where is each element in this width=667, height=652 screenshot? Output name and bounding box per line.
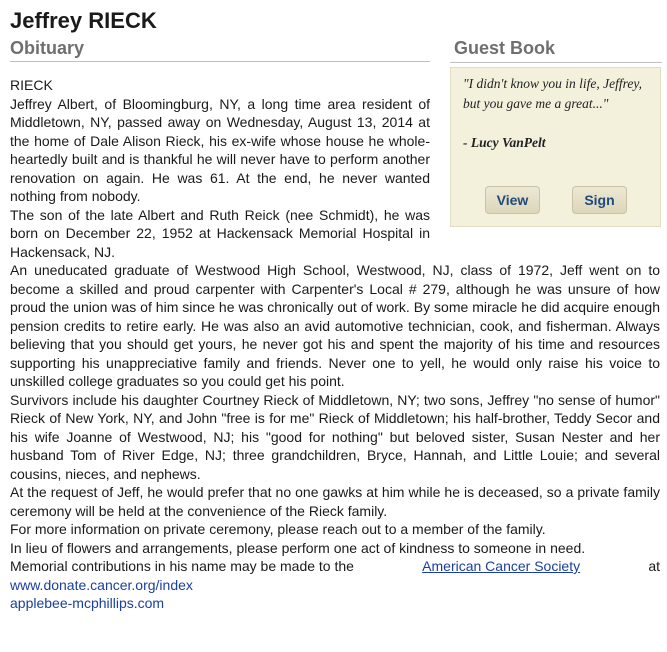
view-guest-book-button[interactable]: View bbox=[485, 186, 540, 214]
guest-book-quote: "I didn't know you in life, Jeffrey, but you gave me a great..." bbox=[463, 76, 643, 111]
obituary-paragraph-2: The son of the late Albert and Ruth Reick (nee Schmidt), he was born on December 22, 1952 at Hackensack Memorial Hospital in Hackensack, NJ. bbox=[10, 206, 430, 260]
obituary-paragraph-3: An uneducated graduate of Westwood High School, Westwood, NJ, class of 1972, Jeff went on to become a skilled and proud carpenter with Carpenter's Local # 279, although he was unsure of how proud the union was of him since he was chronically out of work. By some miracle he did acquire enough pension credits to retire early. He was also an avid automotive technician, cook, and fisherman. Always believing that you should get yours, he never got his and spent the majority of his time and resources supporting his unappreciative family and friends. Never one to yell, he would only raise his voice to unskilled college graduates so you could get his point. bbox=[10, 262, 660, 389]
donate-cancer-link[interactable]: www.donate.cancer.org/index bbox=[10, 576, 193, 593]
guest-book-quote-author: - Lucy VanPelt bbox=[463, 135, 546, 150]
guest-book-heading: Guest Book bbox=[454, 38, 556, 58]
obituary-paragraph-5: At the request of Jeff, he would prefer that no one gawks at him while he is deceased, so a private family ceremony will be held at the convenience of the Rieck family. bbox=[10, 484, 660, 519]
memorial-prefix: Memorial contributions in his name may be made to the bbox=[10, 558, 354, 574]
guest-book-divider bbox=[450, 62, 662, 63]
obituary-paragraph-1: Jeffrey Albert, of Bloomingburg, NY, a long time area resident of Middletown, NY, passed away on Wednesday, August 13, 2014 at the home of Dale Alison Rieck, his ex-wife whose house he whole-heartedly built and is thankful he will never have to perform another renovation on again. He was 61. At the end, he never wanted nothing from nobody. bbox=[10, 95, 430, 204]
obituary-paragraph-7: In lieu of flowers and arrangements, please perform one act of kindness to someone in need. bbox=[10, 539, 586, 556]
american-cancer-society-link[interactable]: American Cancer Society bbox=[422, 558, 581, 574]
obituary-surname: RIECK bbox=[10, 77, 53, 93]
obituary-name-title: Jeffrey RIECK bbox=[10, 8, 157, 33]
obituary-paragraph-4: Survivors include his daughter Courtney Rieck of Middletown, NY; two sons, Jeffrey "no sense of humor" Rieck of New York, NY, and John "free is for me" Rieck of Middletown; his half-brother, Teddy Secor and his wife Joanne of Westwood, NJ; his "good for nothing" but beloved sister, Susan Nester and her husband Tom of River Edge, NJ; three grandchildren, Bryce, Hannah, and Little Louie; and several cousins, nieces, and nephews. bbox=[10, 391, 660, 482]
obituary-heading: Obituary bbox=[10, 38, 430, 62]
memorial-suffix: at bbox=[648, 558, 660, 574]
sign-guest-book-button[interactable]: Sign bbox=[572, 186, 627, 214]
obituary-memorial-line bbox=[10, 557, 660, 576]
funeral-home-link[interactable]: applebee-mcphillips.com bbox=[10, 595, 165, 611]
obituary-paragraph-6: For more information on private ceremony, please reach out to a member of the family. bbox=[10, 521, 546, 537]
obituary-body bbox=[10, 76, 660, 613]
